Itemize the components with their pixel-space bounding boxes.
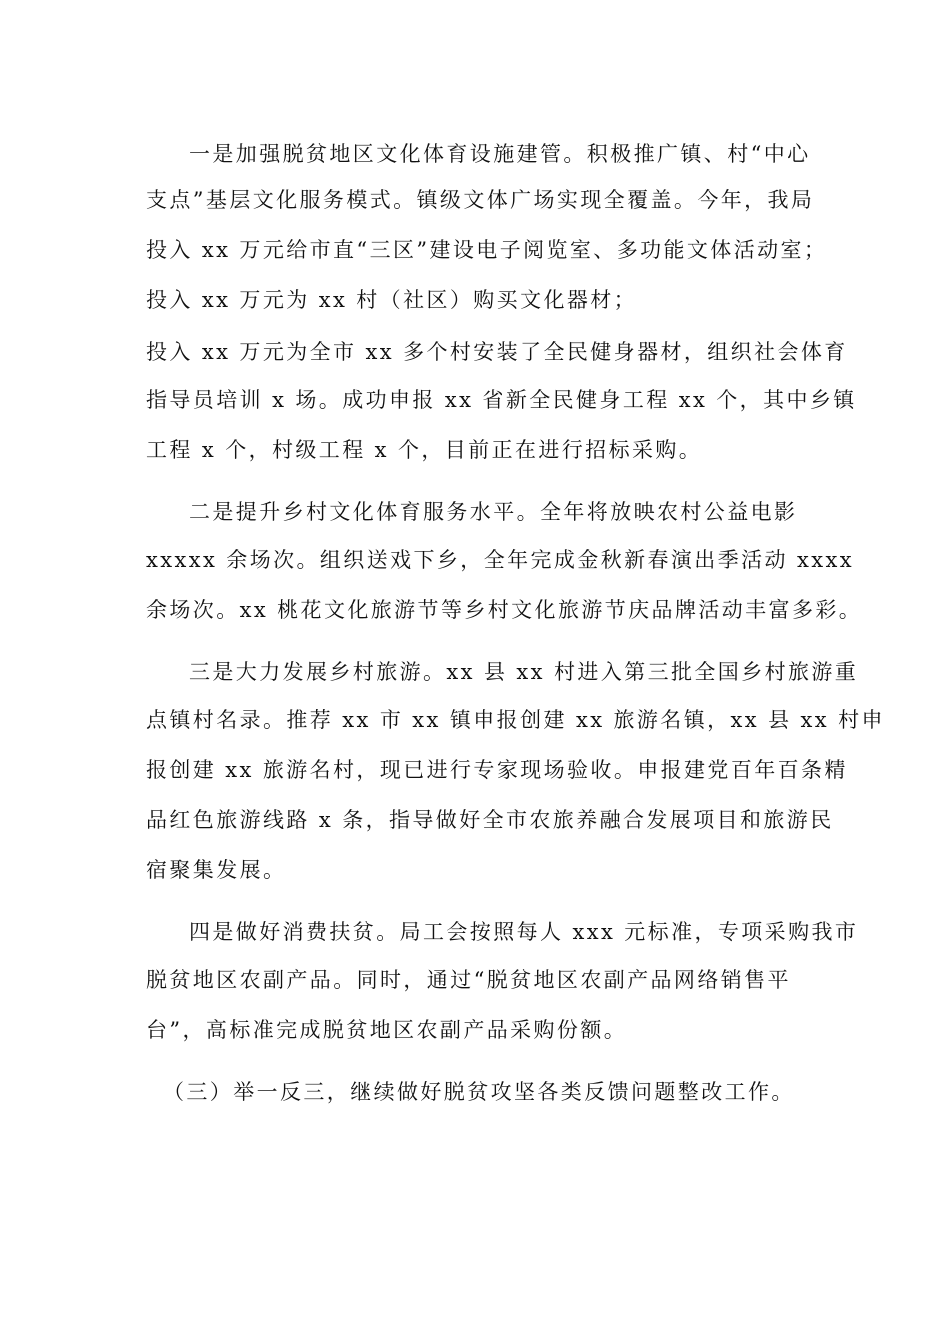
paragraph-1-line-4: 投入 xx 万元为 xx 村（社区）购买文化器材； [146, 288, 638, 312]
paragraph-5-line-3: 台”，高标准完成脱贫地区农副产品采购份额。 [146, 1018, 628, 1042]
paragraph-2-line-1: 投入 xx 万元为全市 xx 多个村安装了全民健身器材，组织社会体育 [146, 340, 848, 364]
paragraph-1-line-3: 投入 xx 万元给市直“三区”建设电子阅览室、多功能文体活动室； [146, 238, 828, 262]
paragraph-4-line-1: 三是大力发展乡村旅游。xx 县 xx 村进入第三批全国乡村旅游重 [189, 660, 859, 684]
paragraph-3-line-3: 余场次。xx 桃花文化旅游节等乡村文化旅游节庆品牌活动丰富多彩。 [146, 598, 863, 622]
paragraph-5-line-1: 四是做好消费扶贫。局工会按照每人 xxx 元标准，专项采购我市 [189, 920, 859, 944]
paragraph-5-line-2: 脱贫地区农副产品。同时，通过“脱贫地区农副产品网络销售平 [146, 968, 791, 992]
paragraph-4-line-3: 报创建 xx 旅游名村，现已进行专家现场验收。申报建党百年百条精 [146, 758, 848, 782]
paragraph-4-line-4: 品红色旅游线路 x 条，指导做好全市农旅养融合发展项目和旅游民 [146, 808, 834, 832]
paragraph-4-line-2: 点镇村名录。推荐 xx 市 xx 镇申报创建 xx 旅游名镇，xx 县 xx 村申 [146, 708, 885, 732]
paragraph-1-line-1: 一是加强脱贫地区文化体育设施建管。积极推广镇、村“中心 [189, 142, 811, 166]
paragraph-3-line-2: xxxxx 余场次。组织送戏下乡，全年完成金秋新春演出季活动 xxxx [146, 548, 854, 572]
paragraph-1-line-2: 支点”基层文化服务模式。镇级文体广场实现全覆盖。今年，我局 [146, 188, 815, 212]
paragraph-2-line-2: 指导员培训 x 场。成功申报 xx 省新全民健身工程 xx 个，其中乡镇 [146, 388, 857, 412]
paragraph-2-line-3: 工程 x 个，村级工程 x 个，目前正在进行招标采购。 [146, 438, 703, 462]
paragraph-4-line-5: 宿聚集发展。 [146, 858, 287, 882]
section-heading: （三）举一反三，继续做好脱贫攻坚各类反馈问题整改工作。 [163, 1080, 795, 1104]
paragraph-3-line-1: 二是提升乡村文化体育服务水平。全年将放映农村公益电影 [189, 500, 798, 524]
